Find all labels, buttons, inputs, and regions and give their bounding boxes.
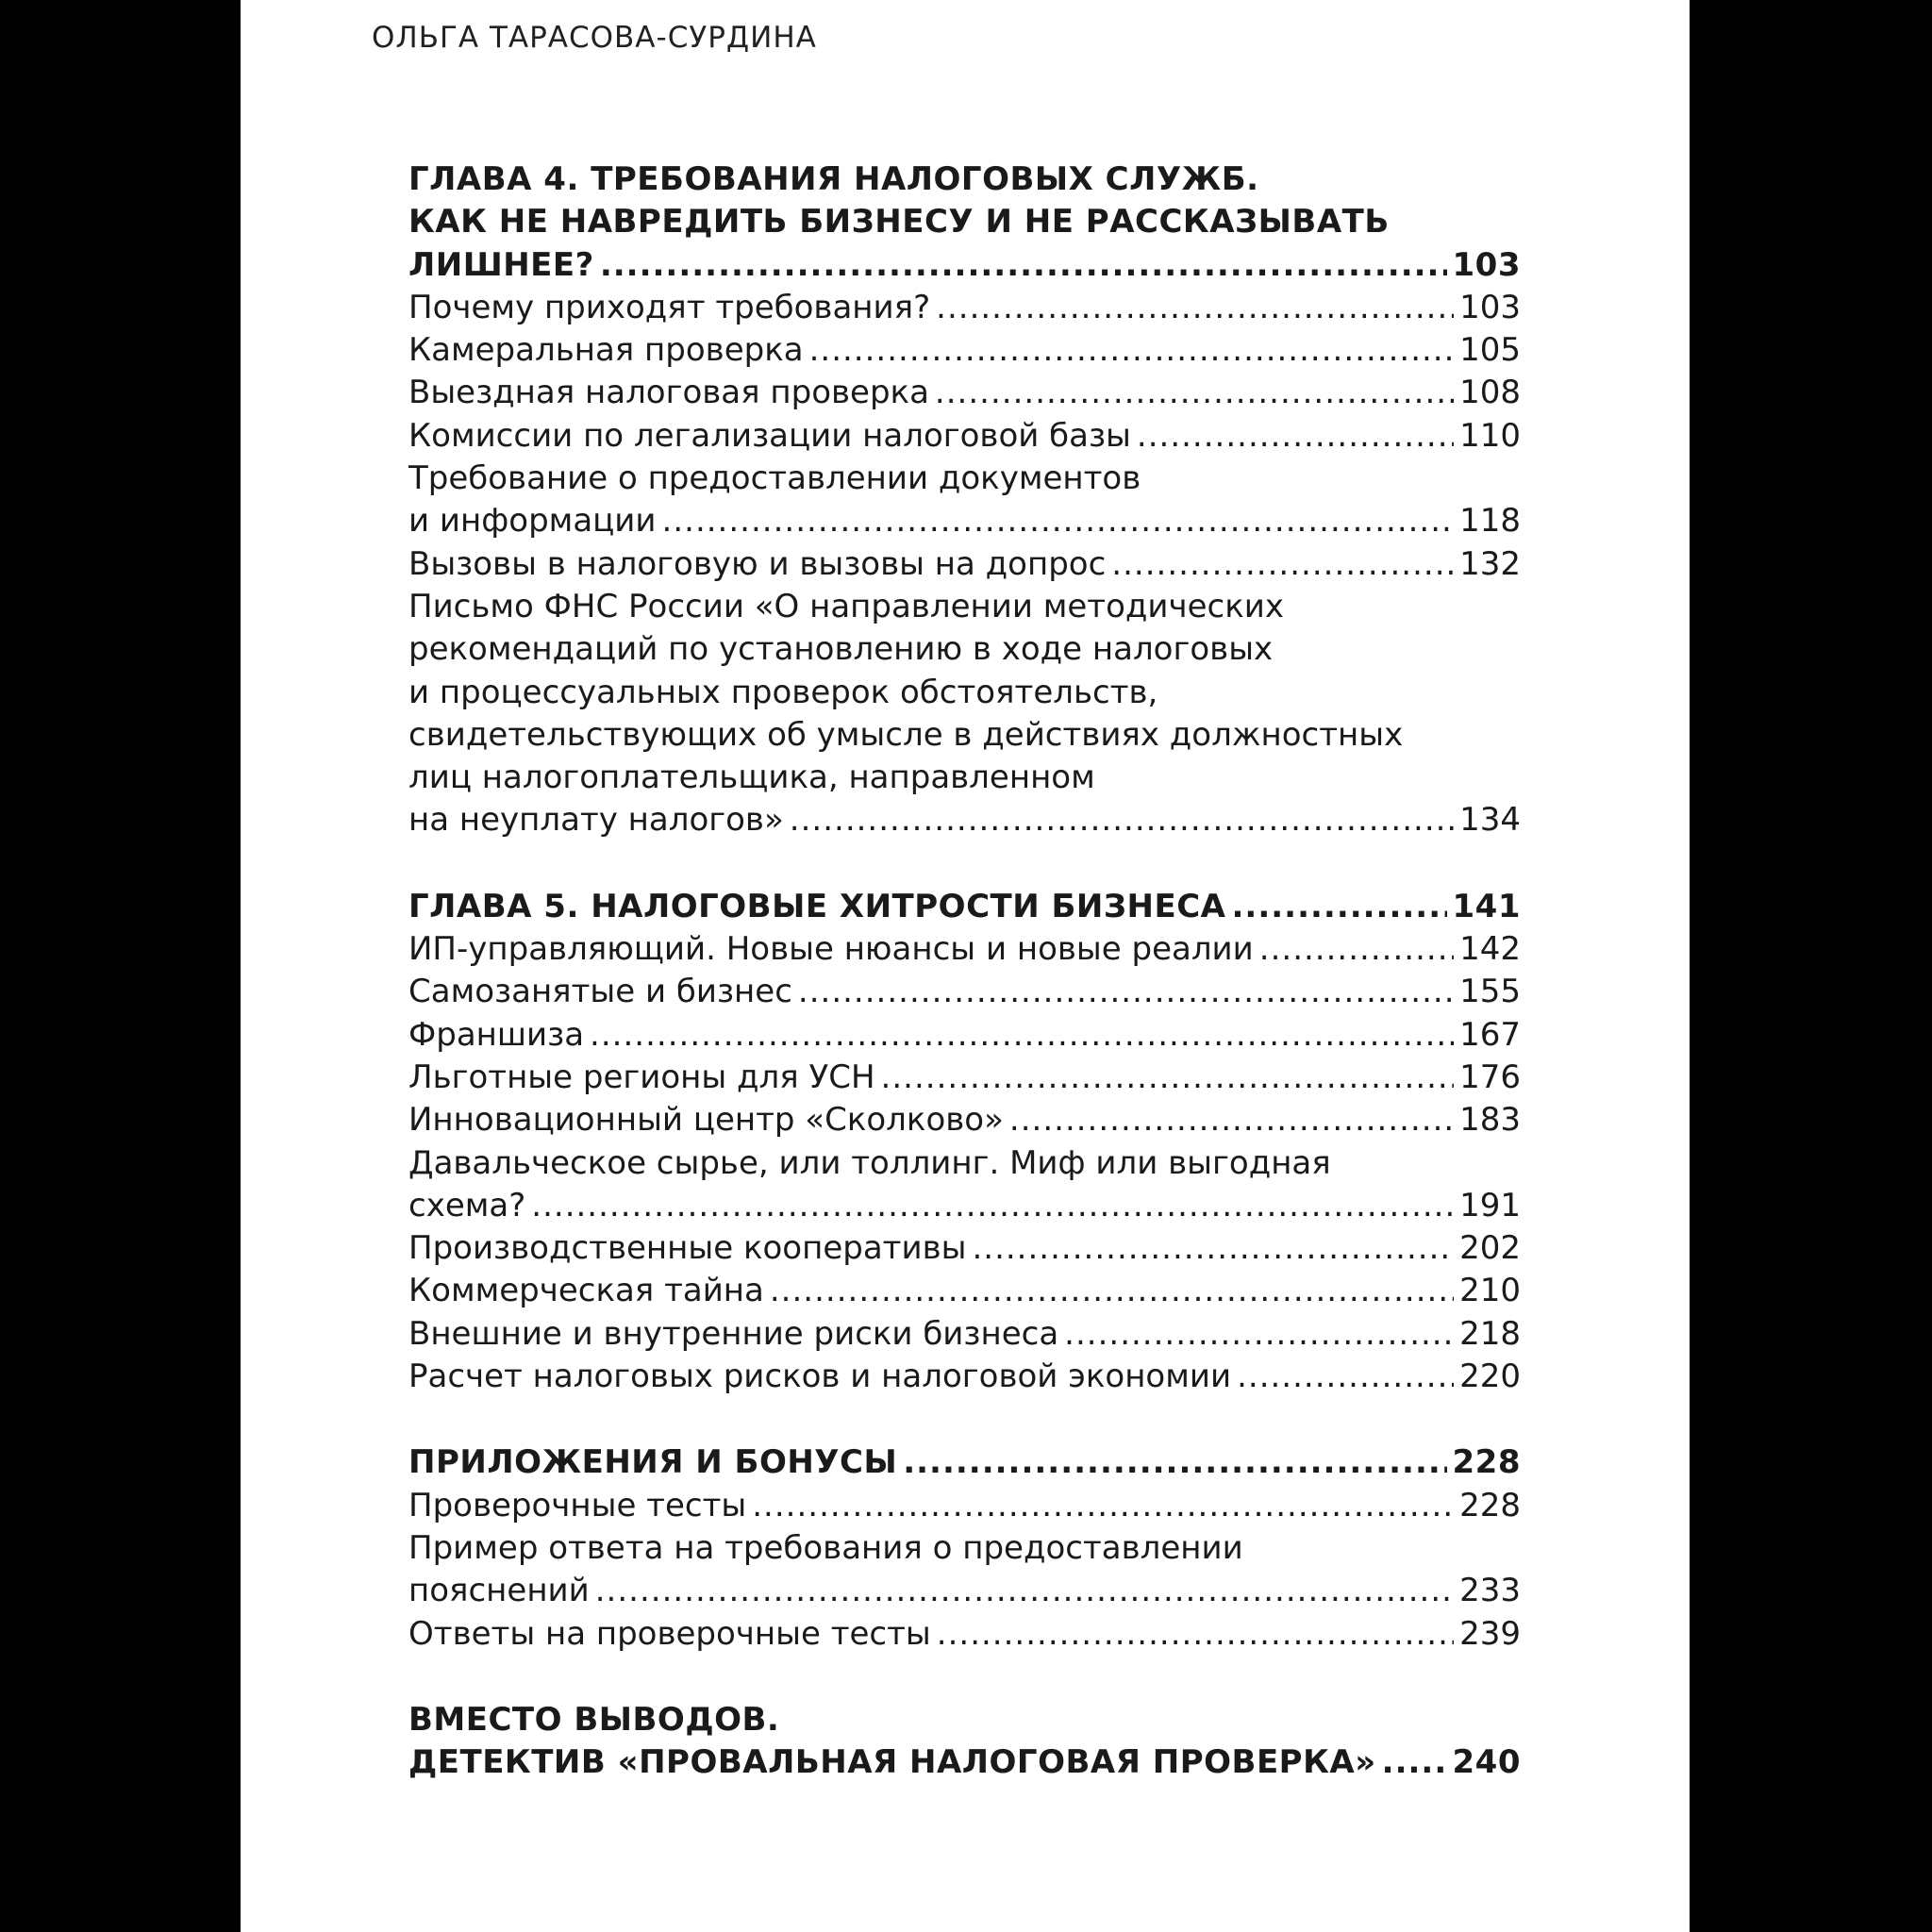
- chapter-5-entries: [408, 928, 1521, 1398]
- dot-leader: [600, 244, 1447, 287]
- toc-entry-title: схема?: [408, 1186, 526, 1224]
- toc-entry-title: пояснений: [408, 1572, 590, 1610]
- chapter-4-entry: [408, 372, 1521, 414]
- chapter-4-title-last: ЛИШНЕЕ?: [408, 245, 594, 284]
- dot-leader: [1231, 886, 1446, 928]
- toc-entry-row[interactable]: [408, 543, 1521, 586]
- running-header: ОЛЬГА ТАРАСОВА-СУРДИНА: [372, 21, 817, 55]
- toc-entry-row[interactable]: [408, 329, 1521, 372]
- chapter-4-entry: [408, 458, 1521, 543]
- dot-leader: [1259, 928, 1454, 971]
- toc-entry-page: 202: [1459, 1229, 1521, 1268]
- chapter-4-entry: [408, 586, 1521, 842]
- toc-entry-page: 134: [1459, 801, 1521, 840]
- chapter-5-entry: [408, 928, 1521, 971]
- toc-entry-title: Вызовы в налоговую и вызовы на допрос: [408, 544, 1107, 583]
- toc-entry-line: рекомендаций по установлению в ходе налоговых: [408, 630, 1274, 669]
- toc-entry-row[interactable]: [408, 1485, 1521, 1527]
- dot-leader: [531, 1185, 1454, 1227]
- toc-entry-page: 142: [1459, 930, 1521, 969]
- toc-section-appendix: [408, 1441, 1521, 1655]
- dot-leader: [809, 329, 1455, 372]
- dot-leader: [770, 1270, 1454, 1312]
- appendix-entry: [408, 1527, 1521, 1613]
- table-of-contents: [408, 158, 1521, 1827]
- toc-entry-page: 220: [1459, 1357, 1521, 1396]
- toc-entry-row[interactable]: [408, 1356, 1521, 1398]
- chapter-5-entry: [408, 1014, 1521, 1057]
- toc-entry-page: 105: [1459, 331, 1521, 370]
- toc-entry-page: 132: [1459, 544, 1521, 583]
- toc-entry-line: свидетельствующих об умысле в действиях должностных: [408, 715, 1404, 754]
- toc-entry-title: Выездная налоговая проверка: [408, 374, 929, 412]
- chapter-5-entry: [408, 971, 1521, 1013]
- chapter-5-title-row[interactable]: [408, 886, 1521, 928]
- toc-entry-title: ИП-управляющий. Новые нюансы и новые реалии: [408, 930, 1254, 969]
- toc-entry-page: 239: [1459, 1614, 1521, 1653]
- chapter-4-page: 103: [1452, 245, 1521, 284]
- chapter-4-title-line-2: КАК НЕ НАВРЕДИТЬ БИЗНЕСУ И НЕ РАССКАЗЫВАТЬ: [408, 203, 1390, 242]
- toc-entry-row[interactable]: [408, 287, 1521, 329]
- toc-entry-page: 183: [1459, 1101, 1521, 1140]
- appendix-entries: [408, 1485, 1521, 1656]
- conclusion-page: 240: [1452, 1743, 1521, 1782]
- toc-entry-row[interactable]: [408, 799, 1521, 841]
- toc-entry-row[interactable]: [408, 1270, 1521, 1312]
- toc-entry-page: 108: [1459, 374, 1521, 412]
- appendix-page: 228: [1452, 1443, 1521, 1482]
- chapter-4-entry: [408, 415, 1521, 458]
- toc-entry-page: 218: [1459, 1314, 1521, 1353]
- toc-entry-title: Комиссии по легализации налоговой базы: [408, 416, 1131, 455]
- chapter-4-entry: [408, 543, 1521, 586]
- conclusion-title-row[interactable]: [408, 1741, 1521, 1784]
- toc-entry-title: Инновационный центр «Сколково»: [408, 1101, 1004, 1140]
- dot-leader: [662, 500, 1455, 542]
- dot-leader: [935, 372, 1454, 414]
- toc-entry-page: 103: [1459, 288, 1521, 326]
- toc-entry-title: Самозанятые и бизнес: [408, 973, 792, 1011]
- toc-entry-row[interactable]: [408, 1185, 1521, 1227]
- chapter-5-title: ГЛАВА 5. НАЛОГОВЫЕ ХИТРОСТИ БИЗНЕСА: [408, 887, 1226, 925]
- toc-entry-page: 210: [1459, 1272, 1521, 1310]
- toc-entry-page: 176: [1459, 1058, 1521, 1096]
- chapter-5-entry: [408, 1057, 1521, 1099]
- toc-entry-title: Производственные кооперативы: [408, 1229, 967, 1268]
- toc-entry-title: Ответы на проверочные тесты: [408, 1614, 931, 1653]
- chapter-5-entry: [408, 1227, 1521, 1270]
- appendix-entry: [408, 1485, 1521, 1527]
- toc-entry-line: лиц налогоплательщика, направленном: [408, 758, 1095, 797]
- toc-entry-row[interactable]: [408, 1313, 1521, 1356]
- dot-leader: [936, 287, 1454, 329]
- toc-entry-row[interactable]: [408, 372, 1521, 414]
- chapter-4-title-row[interactable]: [408, 244, 1521, 287]
- dot-leader: [590, 1014, 1454, 1057]
- toc-entry-row[interactable]: [408, 500, 1521, 542]
- toc-entry-row[interactable]: [408, 928, 1521, 971]
- toc-entry-title: Камеральная проверка: [408, 331, 804, 370]
- dot-leader: [1237, 1356, 1454, 1398]
- dot-leader: [1064, 1313, 1454, 1356]
- toc-entry-line: и процессуальных проверок обстоятельств,: [408, 673, 1158, 711]
- toc-entry-line: Пример ответа на требования о предоставлении: [408, 1528, 1243, 1567]
- toc-entry-title: Проверочные тесты: [408, 1486, 747, 1524]
- toc-entry-row[interactable]: [408, 1014, 1521, 1057]
- chapter-4-entry: [408, 329, 1521, 372]
- dot-leader: [1137, 415, 1454, 458]
- conclusion-title-last: ДЕТЕКТИВ «ПРОВАЛЬНАЯ НАЛОГОВАЯ ПРОВЕРКА»: [408, 1743, 1376, 1782]
- dot-leader: [937, 1613, 1454, 1656]
- dot-leader: [595, 1570, 1454, 1612]
- toc-entry-title: Почему приходят требования?: [408, 288, 931, 326]
- chapter-5-entry: [408, 1270, 1521, 1312]
- appendix-title-row[interactable]: [408, 1441, 1521, 1484]
- toc-entry-title: Коммерческая тайна: [408, 1272, 764, 1310]
- toc-entry-line: Давальческое сырье, или толлинг. Миф или выгодная: [408, 1143, 1331, 1182]
- dot-leader: [881, 1057, 1455, 1099]
- dot-leader: [790, 799, 1454, 841]
- chapter-5-entry: [408, 1356, 1521, 1398]
- toc-entry-page: 228: [1459, 1486, 1521, 1524]
- appendix-entry: [408, 1613, 1521, 1656]
- toc-entry-row[interactable]: [408, 1570, 1521, 1612]
- toc-entry-page: 191: [1459, 1186, 1521, 1224]
- toc-entry-title: Внешние и внутренние риски бизнеса: [408, 1314, 1059, 1353]
- conclusion-title-line-1: ВМЕСТО ВЫВОДОВ.: [408, 1700, 780, 1739]
- toc-section-conclusion: [408, 1699, 1521, 1785]
- dot-leader: [972, 1227, 1454, 1270]
- dot-leader: [752, 1485, 1454, 1527]
- toc-entry-title: Франшиза: [408, 1015, 585, 1054]
- chapter-5-entry: [408, 1142, 1521, 1228]
- toc-entry-title: Расчет налоговых рисков и налоговой экономии: [408, 1357, 1232, 1396]
- chapter-4-entries: [408, 287, 1521, 842]
- chapter-4-entry: [408, 287, 1521, 329]
- toc-entry-page: 167: [1459, 1015, 1521, 1054]
- toc-entry-row[interactable]: [408, 1057, 1521, 1099]
- toc-entry-title: на неуплату налогов»: [408, 801, 784, 840]
- book-page: [241, 0, 1690, 1932]
- chapter-4-title-line-1: ГЛАВА 4. ТРЕБОВАНИЯ НАЛОГОВЫХ СЛУЖБ.: [408, 160, 1259, 198]
- toc-entry-line: Требование о предоставлении документов: [408, 459, 1141, 498]
- toc-entry-row[interactable]: [408, 1227, 1521, 1270]
- dot-leader: [1111, 543, 1454, 586]
- chapter-5-entry: [408, 1313, 1521, 1356]
- toc-entry-page: 155: [1459, 973, 1521, 1011]
- toc-entry-page: 233: [1459, 1572, 1521, 1610]
- toc-entry-row[interactable]: [408, 1613, 1521, 1656]
- chapter-5-entry: [408, 1099, 1521, 1141]
- dot-leader: [903, 1441, 1446, 1484]
- toc-entry-title: Льготные регионы для УСН: [408, 1058, 875, 1096]
- dot-leader: [1009, 1099, 1454, 1141]
- toc-section-chapter-5: [408, 886, 1521, 1399]
- dot-leader: [1382, 1741, 1447, 1784]
- toc-entry-page: 118: [1459, 502, 1521, 541]
- toc-entry-line: Письмо ФНС России «О направлении методических: [408, 587, 1284, 625]
- toc-entry-row[interactable]: [408, 1099, 1521, 1141]
- toc-entry-row[interactable]: [408, 415, 1521, 458]
- toc-section-chapter-4: [408, 158, 1521, 842]
- toc-entry-page: 110: [1459, 416, 1521, 455]
- toc-entry-row[interactable]: [408, 971, 1521, 1013]
- appendix-title: ПРИЛОЖЕНИЯ И БОНУСЫ: [408, 1443, 898, 1482]
- chapter-5-page: 141: [1452, 887, 1521, 925]
- dot-leader: [798, 971, 1454, 1013]
- toc-entry-title: и информации: [408, 502, 657, 541]
